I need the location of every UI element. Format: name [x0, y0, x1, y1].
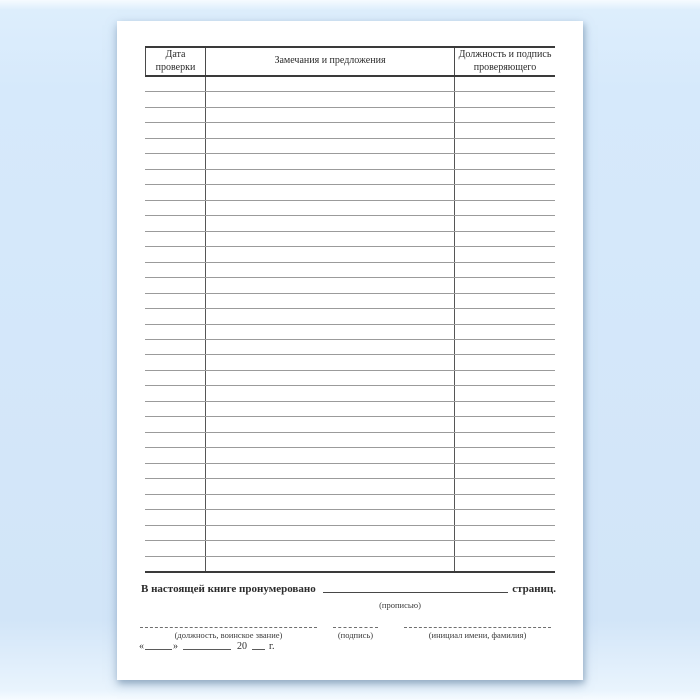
table-row [145, 479, 555, 494]
table-row [145, 232, 555, 247]
table-row [145, 526, 555, 541]
date-cell [145, 278, 205, 292]
table-header-row [145, 46, 555, 77]
numbered-pages-suffix: страниц. [512, 583, 556, 595]
table-row [145, 495, 555, 510]
table-row [145, 92, 555, 107]
remarks-cell [205, 340, 455, 354]
table-row [145, 278, 555, 293]
date-cell [145, 325, 205, 339]
table-row [145, 464, 555, 479]
table-row [145, 201, 555, 216]
signature-cell [455, 232, 555, 246]
remarks-cell [205, 77, 455, 91]
remarks-cell [205, 479, 455, 493]
table-row [145, 170, 555, 185]
remarks-cell [205, 495, 455, 509]
table-row [145, 309, 555, 324]
remarks-cell [205, 108, 455, 122]
date-cell [145, 232, 205, 246]
signature-cell [455, 263, 555, 277]
remarks-cell [205, 448, 455, 462]
numbered-pages-prefix: В настоящей книге пронумеровано [141, 583, 316, 595]
date-year-suffix: г. [269, 641, 275, 652]
remarks-cell [205, 464, 455, 478]
signature-block [140, 617, 551, 640]
remarks-cell [205, 557, 455, 571]
date-cell [145, 263, 205, 277]
table-row [145, 386, 555, 401]
remarks-cell [205, 355, 455, 369]
signature-cell [455, 479, 555, 493]
pages-count-blank-line [323, 591, 508, 593]
date-cell [145, 247, 205, 261]
signature-cell [455, 371, 555, 385]
table-row [145, 77, 555, 92]
signature-cell [455, 495, 555, 509]
signature-cell [455, 386, 555, 400]
table-row [145, 325, 555, 340]
signature-cell [455, 92, 555, 106]
in-words-hint: (прописью) [379, 600, 421, 610]
signature-cell [455, 402, 555, 416]
signature-cell [455, 510, 555, 524]
signature-cell [455, 154, 555, 168]
remarks-cell [205, 510, 455, 524]
column-header-check-date: Дата проверки [145, 48, 205, 75]
day-blank-line [145, 648, 172, 650]
date-cell [145, 355, 205, 369]
signature-cell [455, 309, 555, 323]
remarks-cell [205, 201, 455, 215]
table-row [145, 139, 555, 154]
date-cell [145, 201, 205, 215]
signature-cell [455, 139, 555, 153]
signature-cell [455, 340, 555, 354]
signature-cell [455, 541, 555, 555]
signature-cell [455, 108, 555, 122]
signature-cell [455, 433, 555, 447]
signature-cell [455, 464, 555, 478]
table-row [145, 402, 555, 417]
signature-field-position [140, 617, 317, 640]
date-close-quote: » [173, 641, 178, 652]
remarks-cell [205, 92, 455, 106]
date-cell [145, 77, 205, 91]
inspection-table [145, 46, 555, 573]
signature-cell [455, 185, 555, 199]
signature-cell [455, 278, 555, 292]
remarks-cell [205, 309, 455, 323]
date-open-quote: « [139, 641, 144, 652]
table-row [145, 541, 555, 556]
remarks-cell [205, 139, 455, 153]
signature-cell [455, 216, 555, 230]
signature-cell [455, 294, 555, 308]
signature-field-signature [333, 617, 378, 640]
table-row [145, 355, 555, 370]
column-header-position-signature: Должность и подпись проверяющего [458, 49, 552, 73]
date-cell [145, 154, 205, 168]
date-century: 20 [237, 641, 247, 652]
date-cell [145, 557, 205, 571]
date-cell [145, 541, 205, 555]
position-blank-line [140, 617, 317, 628]
date-cell [145, 371, 205, 385]
signature-blank-line [333, 617, 378, 628]
date-cell [145, 123, 205, 137]
month-blank-line [183, 648, 231, 650]
remarks-cell [205, 402, 455, 416]
table-body [145, 77, 555, 573]
date-cell [145, 170, 205, 184]
signature-cell [455, 526, 555, 540]
signature-field-name [404, 617, 551, 640]
column-header-remarks: Замечания и предложения [205, 48, 455, 75]
name-blank-line [404, 617, 551, 628]
table-row [145, 263, 555, 278]
table-row [145, 247, 555, 262]
signature-cell [455, 557, 555, 571]
date-cell [145, 448, 205, 462]
table-row [145, 417, 555, 432]
signature-cell [455, 325, 555, 339]
remarks-cell [205, 433, 455, 447]
table-row [145, 154, 555, 169]
table-row [145, 294, 555, 309]
remarks-cell [205, 170, 455, 184]
date-cell [145, 402, 205, 416]
remarks-cell [205, 294, 455, 308]
date-cell [145, 495, 205, 509]
remarks-cell [205, 263, 455, 277]
date-cell [145, 216, 205, 230]
date-cell [145, 433, 205, 447]
signature-cell [455, 247, 555, 261]
position-label: (должность, воинское звание) [174, 630, 283, 640]
table-row [145, 123, 555, 138]
signature-label: (подпись) [337, 630, 374, 640]
signature-cell [455, 448, 555, 462]
remarks-cell [205, 386, 455, 400]
remarks-cell [205, 216, 455, 230]
remarks-cell [205, 325, 455, 339]
remarks-cell [205, 541, 455, 555]
signature-cell [455, 201, 555, 215]
remarks-cell [205, 371, 455, 385]
remarks-cell [205, 247, 455, 261]
date-cell [145, 464, 205, 478]
date-cell [145, 510, 205, 524]
date-cell [145, 526, 205, 540]
date-line [139, 641, 274, 652]
table-row [145, 448, 555, 463]
name-label: (инициал имени, фамилия) [428, 630, 527, 640]
remarks-cell [205, 232, 455, 246]
year-blank-line [252, 648, 265, 650]
table-row [145, 510, 555, 525]
remarks-cell [205, 526, 455, 540]
date-cell [145, 92, 205, 106]
signature-cell [455, 77, 555, 91]
numbered-pages-line [141, 583, 556, 595]
table-row [145, 108, 555, 123]
date-cell [145, 340, 205, 354]
table-row [145, 185, 555, 200]
signature-cell [455, 355, 555, 369]
remarks-cell [205, 154, 455, 168]
table-row [145, 216, 555, 231]
date-cell [145, 417, 205, 431]
remarks-cell [205, 185, 455, 199]
date-cell [145, 108, 205, 122]
date-cell [145, 309, 205, 323]
table-row [145, 557, 555, 571]
table-row [145, 340, 555, 355]
table-row [145, 433, 555, 448]
date-cell [145, 294, 205, 308]
signature-cell [455, 417, 555, 431]
date-cell [145, 139, 205, 153]
signature-cell [455, 123, 555, 137]
signature-cell [455, 170, 555, 184]
remarks-cell [205, 123, 455, 137]
remarks-cell [205, 417, 455, 431]
date-cell [145, 185, 205, 199]
paper-sheet [117, 21, 583, 680]
remarks-cell [205, 278, 455, 292]
date-cell [145, 479, 205, 493]
table-row [145, 371, 555, 386]
date-cell [145, 386, 205, 400]
